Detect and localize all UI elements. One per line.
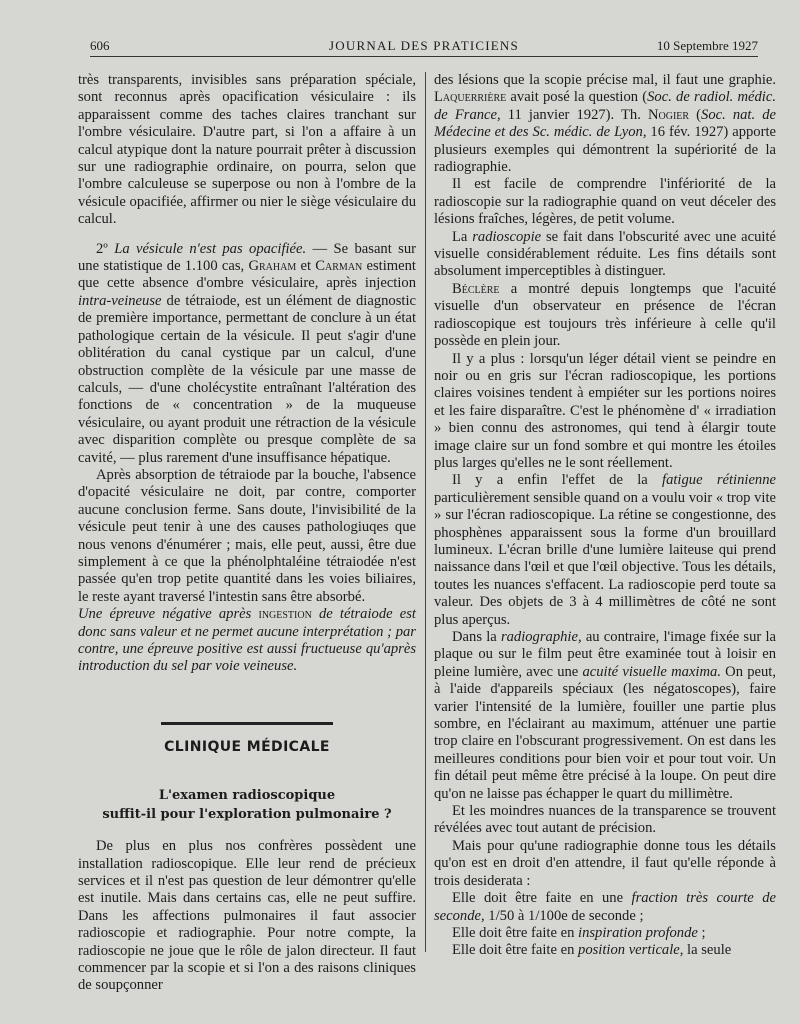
- paragraph: Il est facile de comprendre l'infériorité de la radioscopie sur la radiographie quand on veut déceler des lésions fraîches, légères, de petit volume.: [434, 176, 776, 228]
- right-column: [434, 72, 776, 960]
- paragraph: [78, 606, 416, 676]
- section-rule: [161, 722, 333, 725]
- article-title-line: L'examen radioscopique: [158, 788, 336, 804]
- article-title-line: suffit-il pour l'exploration pulmonaire ?: [102, 807, 392, 823]
- text-run: (: [689, 106, 702, 123]
- emphasis: Une épreuve négative après: [78, 606, 259, 623]
- text-run: la seule: [683, 942, 732, 959]
- text-run: On peut, à l'aide d'appareils spéciaux (les négatoscopes), faire varier l'intensité de la lumière, fouiller une partie plus sombre, en l'éclairant au maximum, atténuer une partie trop claire en l'obscurant progressivement. On est dans les meilleures conditions pour bien voir et pour tout voir. Un fin détail peut même être précisé à la loupe. On peut dire qu'on ne laisse pas échapper le quart du millimètre.: [434, 663, 776, 802]
- running-header: [90, 36, 758, 57]
- author-name: Béclère: [452, 280, 500, 297]
- emphasis: intra-veineuse: [78, 292, 162, 309]
- paragraph: Mais pour qu'une radiographie donne tous les détails qu'on est en droit d'en attendre, il faut qu'elle réponde à trois desiderata :: [434, 837, 776, 889]
- text-run: Elle doit être faite en: [452, 924, 579, 941]
- emphasis: fraction très courte de seconde,: [434, 890, 777, 924]
- text-run: 1/50 à 1/100e de seconde ;: [484, 907, 644, 924]
- section-title-block: [78, 722, 416, 756]
- author-name: Carman: [315, 258, 363, 275]
- paragraph: [78, 241, 416, 467]
- text-run: de tétraiode, est un élément de diagnostic de première importance, permettant de conclure à un état pathologique certain de la vésicule. Il peut s'agir d'une oblitération du canal cystique par un calcul, d'une obstruction complète de la vésicule par une masse de calculs, — d'une cholécystite entraînant l'altération des fonctions de « concentration » de la muqueuse vésiculaire, ou ayant produit une rétraction de la vésicule avec disparition complète ou presque complète de sa cavité, — plus rarement d'une insuffisance hépatique.: [78, 292, 416, 466]
- text-run: La: [452, 228, 473, 245]
- author-name: Nogier: [647, 106, 690, 123]
- paragraph: De plus en plus nos confrères possèdent une installation radioscopique. Elle leur rend de précieux services et il n'est pas question de leur démontrer qu'elle est inutile. Mais dans certains cas, elle ne peut suffire. Dans les affections pulmonaires il faut associer radioscopie et radiographie. Pour notre compte, la radioscopie ne joue que le rôle de jalon directeur. Il faut commencer par la scopie et si l'on a des raisons cliniques de soupçonner: [78, 838, 416, 994]
- subsection-title: La vésicule n'est pas opacifiée.: [114, 240, 307, 257]
- emphasis: radiographie,: [500, 629, 582, 645]
- text-run: 11 janvier 1927). Th.: [500, 106, 648, 123]
- paragraph: [434, 472, 776, 629]
- citation: Soc. nat. de Médecine et des Sc. médic. de Lyon,: [434, 106, 776, 141]
- text-run: avait posé la question (: [506, 89, 648, 106]
- author-name: Laquerrière: [434, 89, 507, 106]
- text-run: ;: [697, 924, 706, 941]
- paragraph: [434, 629, 776, 803]
- paragraph: très transparents, invisibles sans préparation spéciale, sont reconnus après opacification vésiculaire : ils apparaissent comme des taches claires tranchant sur l'ombre vésiculaire. D'autre part, si l'on a affaire à un calcul atypique dont la nature pourrait prêter à discussion sur une radiographie ordinaire, on pourra, selon que l'ombre calculeuse se superpose ou non à l'ombre de la vésicule opacifiée, affirmer ou nier le siège vésiculaire du calcul.: [78, 72, 416, 228]
- emphasis: acuité visuelle maxima.: [582, 663, 721, 680]
- section-title: CLINIQUE MÉDICALE: [164, 738, 330, 755]
- paragraph: [434, 281, 776, 351]
- journal-title: JOURNAL DES PRATICIENS: [329, 38, 519, 53]
- emphasis: de tétraiode est donc sans valeur et ne permet aucune interprétation ; par contre, une épreuve positive est aussi fructueuse qu'après introduction du sel par voie veineuse.: [78, 606, 416, 675]
- paragraph: [434, 229, 776, 281]
- emphasis: fatigue rétinienne: [662, 472, 776, 489]
- text-run: des lésions que la scopie précise mal, il faut une graphie.: [434, 72, 776, 88]
- paragraph: [434, 72, 776, 176]
- paragraph: Il y a plus : lorsqu'un léger détail vient se peindre en noir ou en gris sur l'écran radioscopique, les portions claires voisines tendent à empiéter sur les portions noires et les faire disparaître. C'est le phénomène d' « irradiation » bien connu des astronomes, qui tend à élargir toute image claire sur un fond sombre et qui montre les étoiles plus larges qu'elles ne le sont réellement.: [434, 350, 776, 471]
- text-run: a montré depuis longtemps que l'acuité visuelle d'un observateur en présence de l'écran radioscopique est toujours très inférieure à celle qu'il possède en plein jour.: [434, 280, 776, 350]
- text-run: Elle doit être faite en: [452, 942, 579, 959]
- issue-date: 10 Septembre 1927: [656, 38, 758, 53]
- emphasis: position verticale,: [578, 942, 684, 959]
- paragraph-number: 2º: [96, 240, 115, 257]
- text-run: particulièrement sensible quand on a voulu voir « trop vite » sur l'écran radioscopique. La rétine se congestionne, des phosphènes apparaissent sous la forme d'un brouillard lumineux. L'écran brille d'une lumière laiteuse qui prend naissance dans l'œil et que l'œil objective. Tous les détails, toutes les nuances s'effacent. La radioscopie perd toute sa valeur. Des objets de 3 à 4 millimètres de côté ne sont plus aperçus.: [434, 489, 776, 628]
- text-run: 16 fév. 1927) apporte plusieurs exemples qui démontrent la supériorité de la radiographie.: [434, 124, 776, 176]
- page-number: 606: [90, 38, 110, 53]
- emphasis: inspiration profonde: [578, 924, 698, 941]
- paragraph: [434, 890, 776, 925]
- text-run: se fait dans l'obscurité avec une acuité visuelle considérablement réduite. Les fins détails sont absolument imperceptibles à distinguer.: [434, 228, 776, 280]
- text-run: Dans la: [452, 629, 501, 645]
- text-run: estiment que cette absence d'ombre vésiculaire, après injection: [78, 258, 416, 292]
- text-run: au contraire, l'image fixée sur la plaque ou sur le film peut être examinée tout à loisir en pleine lumière, avec une: [434, 629, 776, 680]
- author-name: Graham: [248, 258, 297, 275]
- emphasis-smallcaps: ingestion: [258, 606, 312, 623]
- emphasis: radioscopie: [472, 228, 542, 245]
- citation: Soc. de radiol. médic. de France,: [434, 89, 776, 123]
- text-run: et: [296, 258, 316, 275]
- column-divider: [425, 72, 426, 952]
- paragraph: [434, 925, 776, 942]
- paragraph: Et les moindres nuances de la transparence se trouvent révélées avec tout autant de précision.: [434, 803, 776, 837]
- left-column: [78, 72, 416, 995]
- text-run: Il y a enfin l'effet de la: [452, 472, 663, 489]
- text-run: — Se basant sur une statistique de 1.100 cas,: [78, 240, 416, 275]
- article-title: [78, 786, 416, 824]
- paragraph: [434, 942, 776, 959]
- paragraph: Après absorption de tétraiode par la bouche, l'absence d'opacité vésiculaire ne doit, par contre, comporter aucune conclusion ferme. Sans doute, l'invisibilité de la vésicule peut tenir à une des causes pathologiuqes que nous venons d'énumérer ; mais, elle peut, aussi, être due simplement à ce que la phénolphtaléine tétraiodée n'est passée qu'en trop petite quantité dans les voies biliaires, le reste ayant traversé l'intestin sans être absorbé.: [78, 466, 416, 605]
- text-run: Elle doit être faite en une: [452, 890, 632, 907]
